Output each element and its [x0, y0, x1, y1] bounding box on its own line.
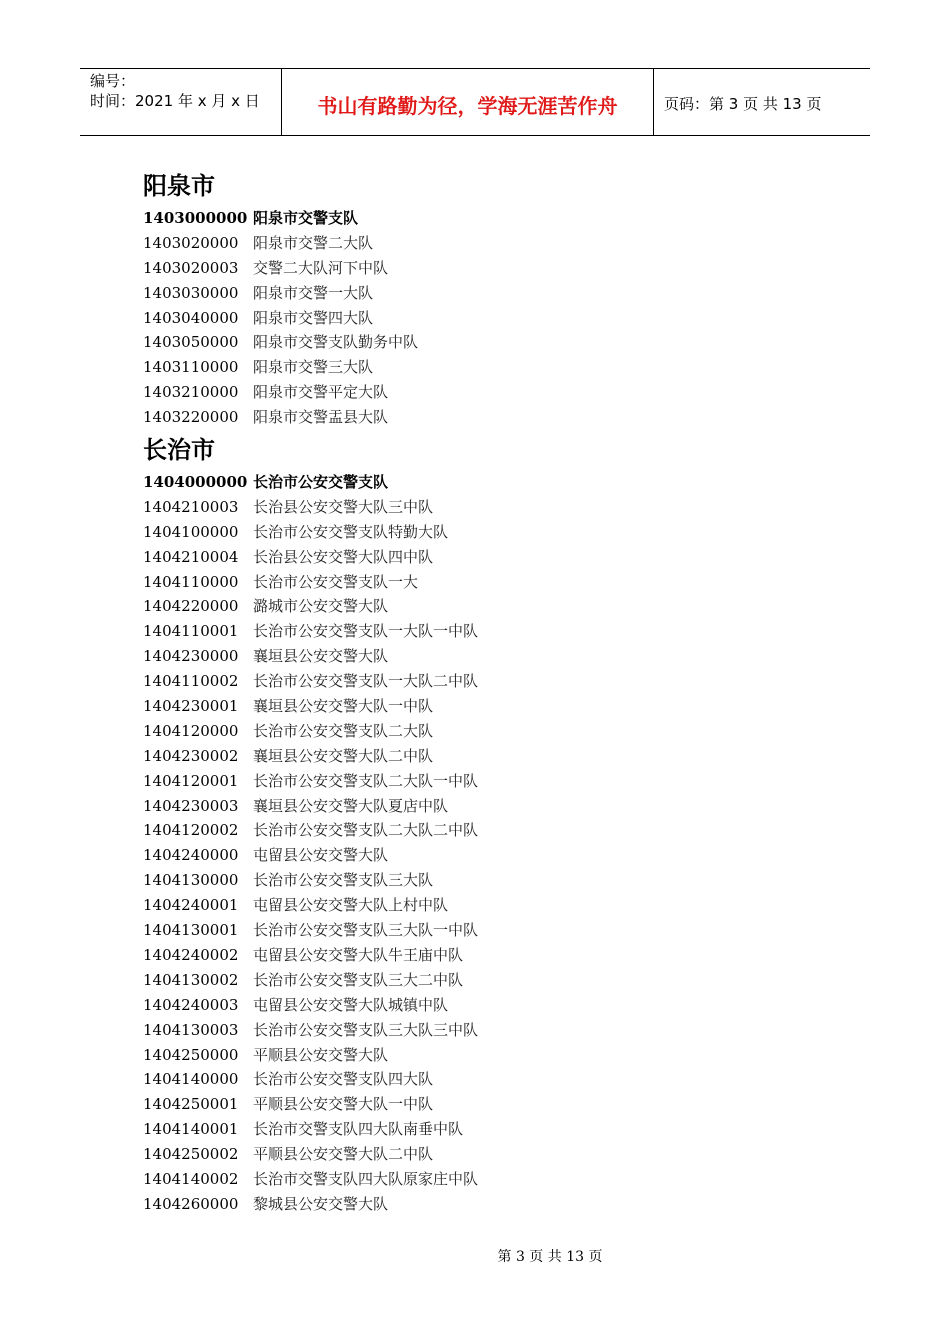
unit-name: 长治市交警支队四大队原家庄中队 — [253, 1169, 479, 1188]
unit-row — [143, 843, 783, 868]
unit-row — [143, 1192, 783, 1217]
unit-code: 1404140002 — [143, 1169, 239, 1188]
unit-code: 1404210003 — [143, 497, 239, 516]
unit-name: 长治市公安交警支队特勤大队 — [253, 522, 449, 541]
unit-row — [143, 744, 783, 769]
unit-name: 平顺县公安交警大队 — [253, 1045, 389, 1064]
header-meta — [80, 69, 282, 135]
unit-code: 1404120002 — [143, 821, 239, 840]
unit-code: 1404110000 — [143, 572, 239, 591]
unit-name: 阳泉市交警支队勤务中队 — [253, 333, 419, 352]
unit-row — [143, 206, 783, 231]
unit-name: 长治县公安交警大队三中队 — [253, 497, 434, 516]
unit-name: 阳泉市交警一大队 — [253, 283, 374, 302]
section-title: 长治市 — [143, 436, 215, 465]
unit-name: 屯留县公安交警大队上村中队 — [253, 896, 449, 915]
unit-code: 1403030000 — [143, 283, 239, 302]
unit-row — [143, 669, 783, 694]
unit-name: 交警二大队河下中队 — [253, 258, 389, 277]
unit-row — [143, 281, 783, 306]
unit-row — [143, 1117, 783, 1142]
unit-name: 屯留县公安交警大队 — [253, 846, 389, 865]
unit-row — [143, 868, 783, 893]
unit-name: 长治市公安交警支队四大队 — [253, 1070, 434, 1089]
unit-code: 1404230002 — [143, 746, 239, 765]
unit-code: 1404260000 — [143, 1194, 239, 1213]
unit-code: 1404130000 — [143, 871, 239, 890]
unit-row — [143, 256, 783, 281]
footer-page-number: 第 3 页 共 13 页 — [497, 1249, 603, 1265]
unit-name: 阳泉市交警支队 — [253, 209, 359, 227]
unit-code: 1404250002 — [143, 1145, 239, 1164]
page-footer — [0, 1246, 950, 1266]
unit-name: 阳泉市交警平定大队 — [253, 383, 389, 402]
unit-name: 长治市公安交警支队一大队一中队 — [253, 622, 479, 641]
unit-name: 长治市公安交警支队二大队 — [253, 721, 434, 740]
unit-row — [143, 545, 783, 570]
section-title: 阳泉市 — [143, 172, 215, 200]
unit-row — [143, 619, 783, 644]
unit-name: 襄垣县公安交警大队二中队 — [253, 746, 434, 765]
unit-code: 1404240001 — [143, 896, 239, 915]
unit-code: 1403020000 — [143, 233, 239, 252]
unit-name: 长治市公安交警支队 — [253, 473, 389, 492]
unit-code: 1404130002 — [143, 970, 239, 989]
unit-row — [143, 495, 783, 520]
unit-code: 1404220000 — [143, 597, 239, 616]
unit-name: 屯留县公安交警大队城镇中队 — [253, 995, 449, 1014]
unit-name: 襄垣县公安交警大队 — [253, 647, 389, 666]
unit-row — [143, 306, 783, 331]
unit-row — [143, 818, 783, 843]
unit-name: 长治市交警支队四大队南垂中队 — [253, 1120, 464, 1139]
unit-code: 1404100000 — [143, 522, 239, 541]
unit-code: 1404230003 — [143, 796, 239, 815]
unit-row — [143, 594, 783, 619]
unit-name: 黎城县公安交警大队 — [253, 1194, 389, 1213]
unit-code: 1404130003 — [143, 1020, 239, 1039]
unit-code: 1403220000 — [143, 408, 239, 427]
unit-code: 1404000000 — [143, 473, 248, 492]
unit-code: 1404140000 — [143, 1070, 239, 1089]
unit-code: 1404240003 — [143, 995, 239, 1014]
unit-name: 屯留县公安交警大队牛王庙中队 — [253, 945, 464, 964]
unit-name: 阳泉市交警二大队 — [253, 233, 374, 252]
unit-code: 1404120000 — [143, 721, 239, 740]
unit-name: 阳泉市交警四大队 — [253, 308, 374, 327]
unit-row — [143, 570, 783, 595]
unit-row — [143, 330, 783, 355]
unit-code: 1404250000 — [143, 1045, 239, 1064]
unit-row — [143, 1092, 783, 1117]
unit-code: 1403040000 — [143, 308, 239, 327]
unit-name: 平顺县公安交警大队一中队 — [253, 1095, 434, 1114]
unit-code: 1404210004 — [143, 547, 239, 566]
unit-code: 1404130001 — [143, 921, 239, 940]
unit-code: 1404230000 — [143, 647, 239, 666]
unit-code: 1404120001 — [143, 771, 239, 790]
unit-code: 1403000000 — [143, 209, 248, 227]
unit-name: 襄垣县公安交警大队夏店中队 — [253, 796, 449, 815]
city-section — [143, 432, 783, 1217]
unit-row — [143, 893, 783, 918]
unit-row — [143, 1142, 783, 1167]
unit-code: 1403110000 — [143, 358, 239, 377]
document-time-label: 时间：2021 年 x 月 x 日 — [90, 92, 260, 110]
unit-name: 长治市公安交警支队三大二中队 — [253, 970, 464, 989]
unit-row — [143, 405, 783, 430]
unit-row — [143, 520, 783, 545]
unit-code: 1404240002 — [143, 945, 239, 964]
unit-name: 长治市公安交警支队二大队一中队 — [253, 771, 479, 790]
unit-name: 襄垣县公安交警大队一中队 — [253, 697, 434, 716]
header-page-info: 页码：第 3 页 共 13 页 — [664, 94, 822, 113]
unit-row — [143, 470, 783, 495]
unit-name: 长治市公安交警支队一大队二中队 — [253, 672, 479, 691]
unit-row — [143, 1018, 783, 1043]
unit-row — [143, 769, 783, 794]
unit-row — [143, 1067, 783, 1092]
unit-name: 阳泉市交警盂县大队 — [253, 408, 389, 427]
unit-row — [143, 644, 783, 669]
unit-name: 长治市公安交警支队二大队二中队 — [253, 821, 479, 840]
unit-code: 1404110001 — [143, 622, 239, 641]
unit-name: 长治市公安交警支队一大 — [253, 572, 419, 591]
document-body — [143, 168, 783, 1217]
unit-row — [143, 918, 783, 943]
unit-code: 1404240000 — [143, 846, 239, 865]
unit-row — [143, 943, 783, 968]
unit-name: 潞城市公安交警大队 — [253, 597, 389, 616]
unit-name: 长治市公安交警支队三大队三中队 — [253, 1020, 479, 1039]
unit-code: 1403210000 — [143, 383, 239, 402]
document-number-label: 编号： — [90, 72, 136, 90]
unit-row — [143, 380, 783, 405]
unit-row — [143, 794, 783, 819]
unit-row — [143, 968, 783, 993]
unit-row — [143, 1043, 783, 1068]
header-motto: 书山有路勤为径，学海无涯苦作舟 — [282, 69, 654, 135]
unit-name: 平顺县公安交警大队二中队 — [253, 1145, 434, 1164]
unit-row — [143, 993, 783, 1018]
page-header — [80, 68, 870, 136]
unit-row — [143, 355, 783, 380]
city-section — [143, 168, 783, 430]
unit-code: 1404250001 — [143, 1095, 239, 1114]
unit-row — [143, 694, 783, 719]
unit-row — [143, 719, 783, 744]
unit-code: 1404230001 — [143, 697, 239, 716]
unit-name: 长治县公安交警大队四中队 — [253, 547, 434, 566]
unit-row — [143, 1167, 783, 1192]
unit-row — [143, 231, 783, 256]
unit-name: 阳泉市交警三大队 — [253, 358, 374, 377]
unit-code: 1403020003 — [143, 258, 239, 277]
unit-code: 1404110002 — [143, 672, 239, 691]
unit-name: 长治市公安交警支队三大队 — [253, 871, 434, 890]
unit-code: 1404140001 — [143, 1120, 239, 1139]
unit-name: 长治市公安交警支队三大队一中队 — [253, 921, 479, 940]
unit-code: 1403050000 — [143, 333, 239, 352]
